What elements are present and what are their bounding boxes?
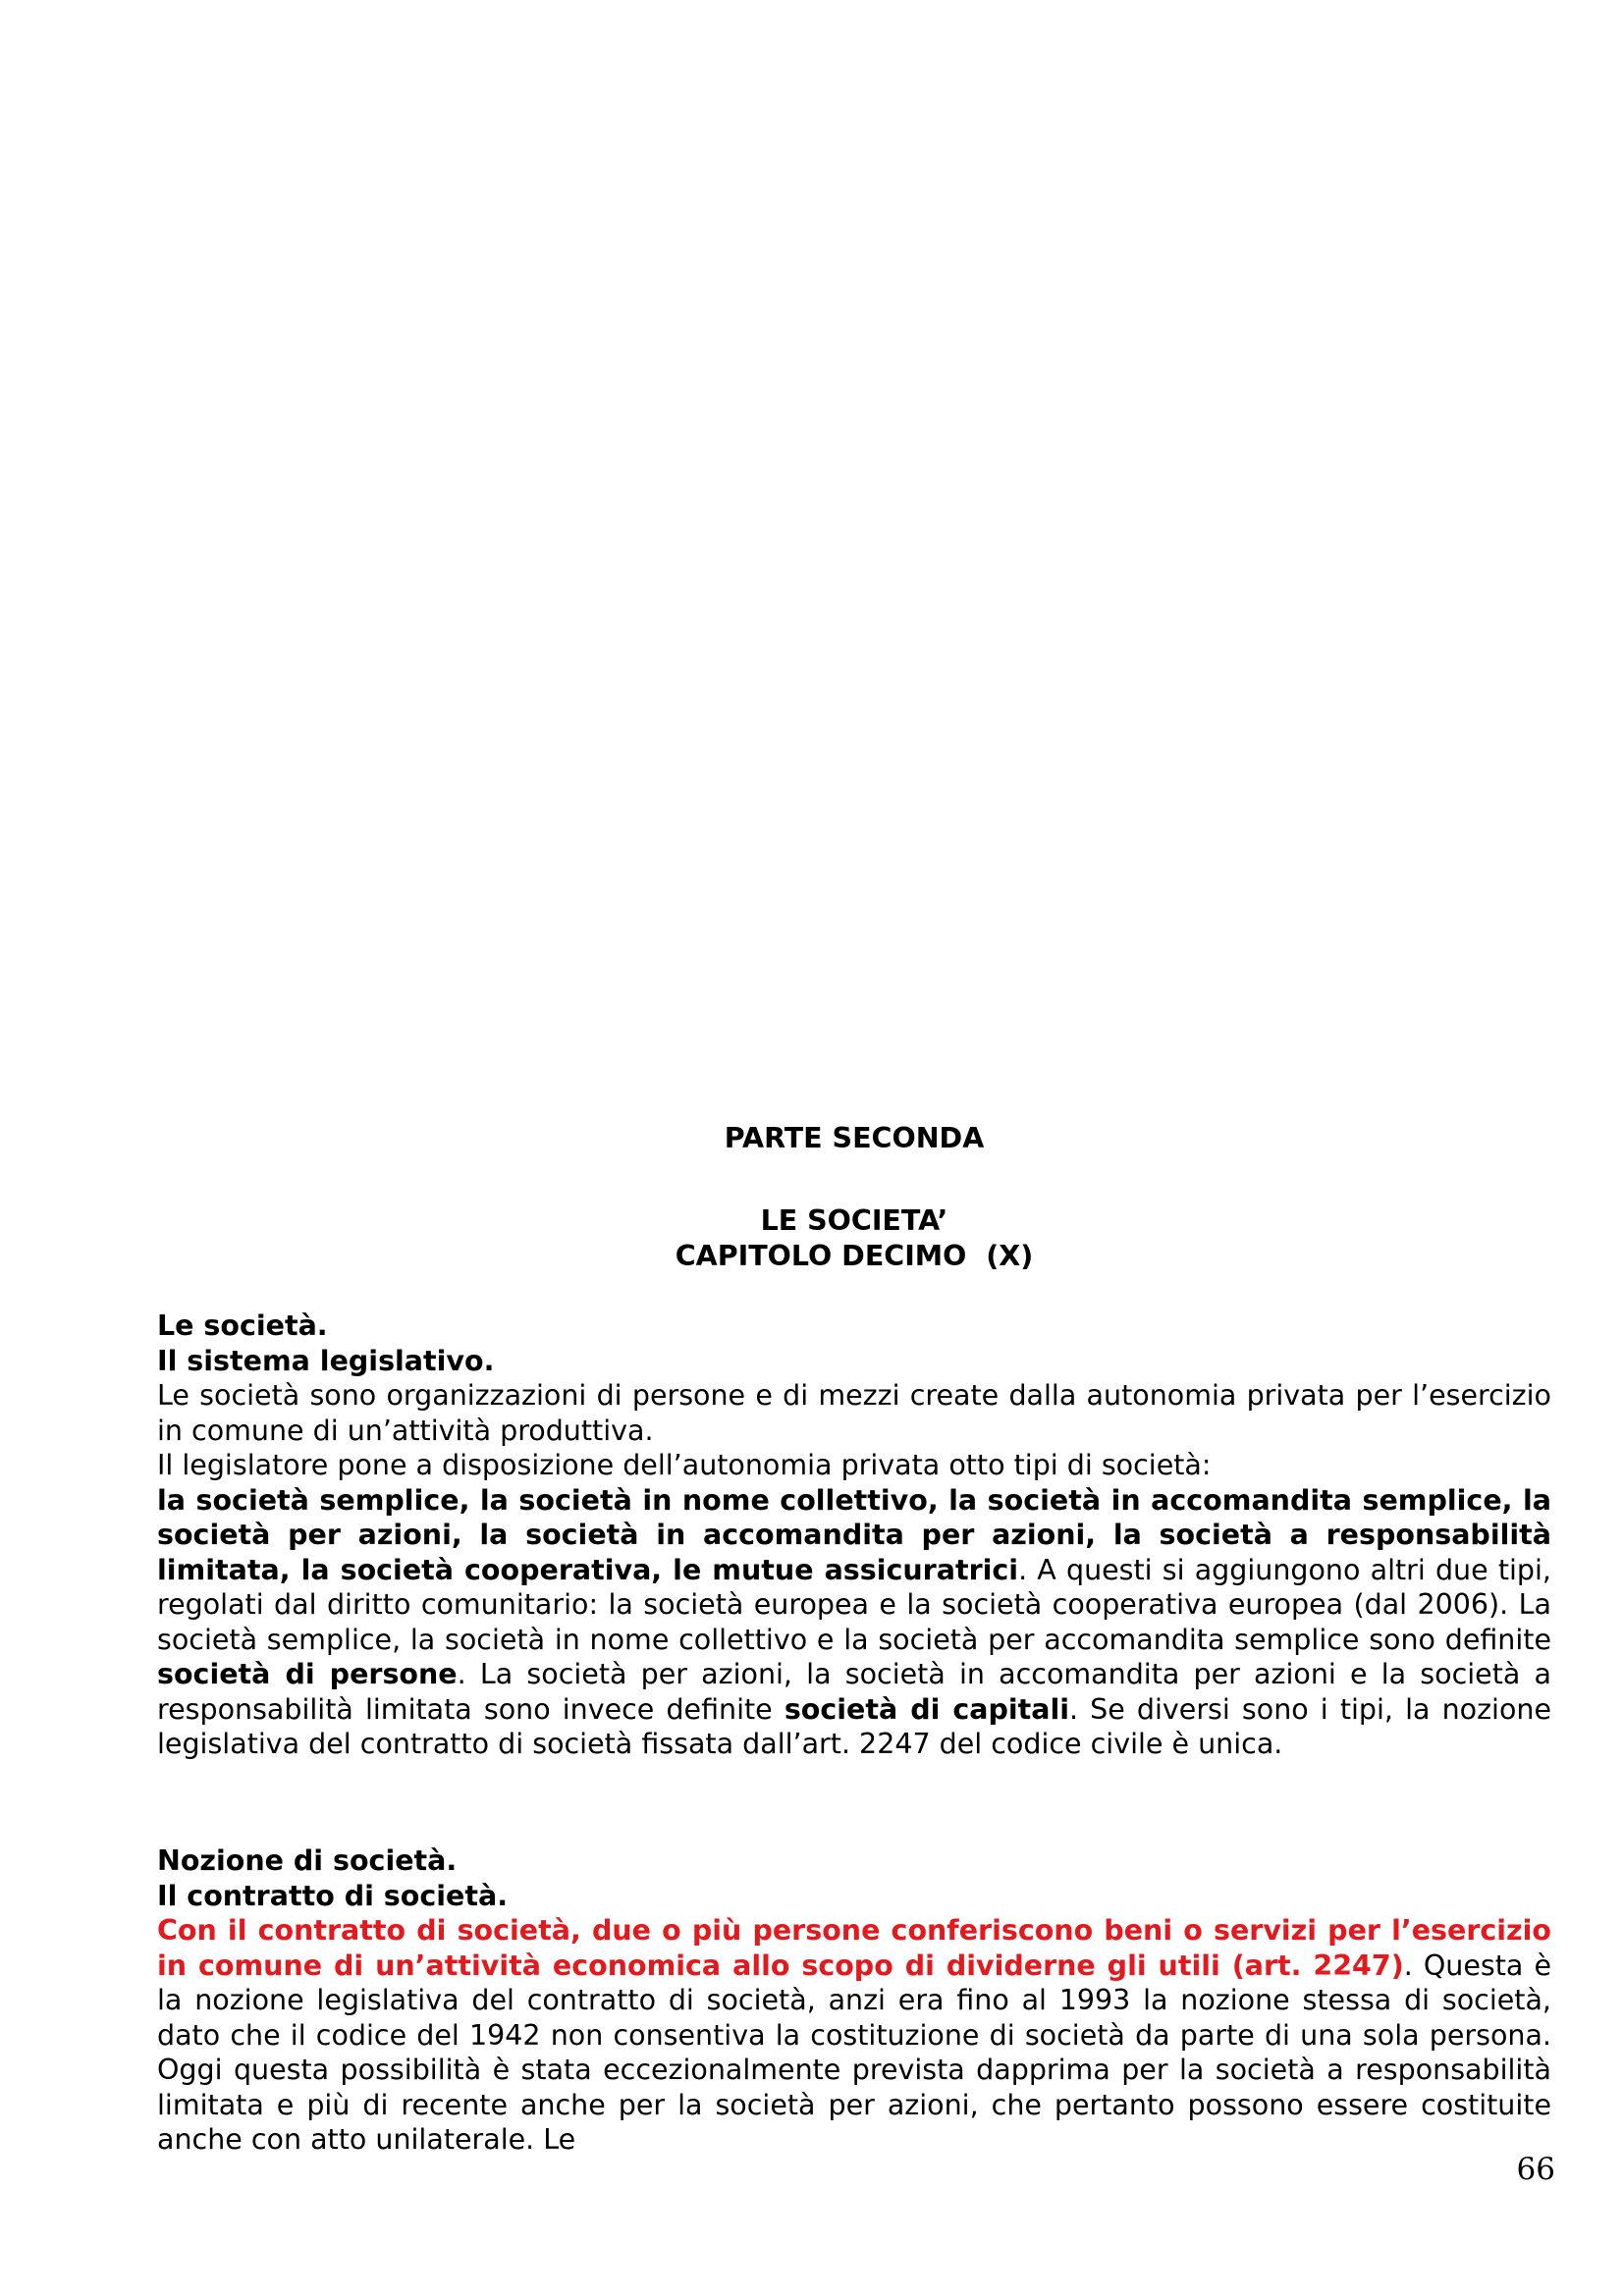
types-text-1: . A questi si aggiungono altri due tipi, regolati dal diritto comunitario: la società europea e la società cooperativa europea (dal 2006). La società semplice, la società in nome collettivo e la società per accomandita semplice sono definite xyxy=(157,1553,1551,1656)
types-list-bold: la società semplice, la società in nome collettivo, la società in accomandita semplice, la società per azioni, la società in accomandita per azioni, la società a responsabilità limitata, la società cooperativa, le mutue assicuratrici xyxy=(157,1483,1551,1586)
heading-nozione-di-societa: Nozione di società. xyxy=(157,1844,458,1877)
part-title xyxy=(157,1121,1551,1156)
chapter-titles xyxy=(157,1203,1551,1274)
paragraph-contract-definition xyxy=(157,1913,1551,2158)
heading-sistema-legislativo: Il sistema legislativo. xyxy=(157,1344,495,1377)
paragraph-types-list xyxy=(157,1483,1551,1762)
section-legislative-system xyxy=(157,1308,1551,1762)
heading-le-societa: Le società. xyxy=(157,1309,328,1342)
section-contract xyxy=(157,1843,1551,2158)
part-title-text: PARTE SECONDA xyxy=(724,1122,985,1154)
types-text-3: . Se diversi sono i tipi, la nozione legislativa del contratto di società fissata dall’art. 2247 del codice civile è unica. xyxy=(157,1692,1551,1760)
heading-contratto-di-societa: Il contratto di società. xyxy=(157,1879,509,1912)
societa-di-capitali-bold: società di capitali xyxy=(784,1692,1070,1726)
contract-definition-text: . Questa è la nozione legislativa del contratto di società, anzi era fino al 1993 la nozione stessa di società, dato che il codice del 1942 non consentiva la costituzione di società da parte di una sola persona. Oggi questa possibilità è stata eccezionalmente prevista dapprima per la società a responsabilità limitata e più di recente anche per la società per azioni, che pertanto possono essere costituite anche con atto unilaterale. Le xyxy=(157,1949,1551,2156)
types-text-2: . La società per azioni, la società in accomandita per azioni e la società a responsabilità limitata sono invece definite xyxy=(157,1658,1552,1726)
chapter-title: CAPITOLO DECIMO (X) xyxy=(675,1240,1034,1272)
paragraph-types-intro: Il legislatore pone a disposizione dell’autonomia privata otto tipi di società: xyxy=(157,1449,1212,1481)
paragraph-definition: Le società sono organizzazioni di persone e di mezzi create dalla autonomia privata per l’esercizio in comune di un’attività produttiva. xyxy=(157,1379,1551,1447)
contract-definition-red: Con il contratto di società, due o più persone conferiscono beni o servizi per l’esercizio in comune di un’attività economica allo scopo di dividerne gli utili (art. 2247) xyxy=(157,1914,1551,1982)
page-number: 66 xyxy=(1516,2152,1555,2187)
societa-di-persone-bold: società di persone xyxy=(157,1658,458,1690)
section-title: LE SOCIETA’ xyxy=(760,1204,948,1237)
